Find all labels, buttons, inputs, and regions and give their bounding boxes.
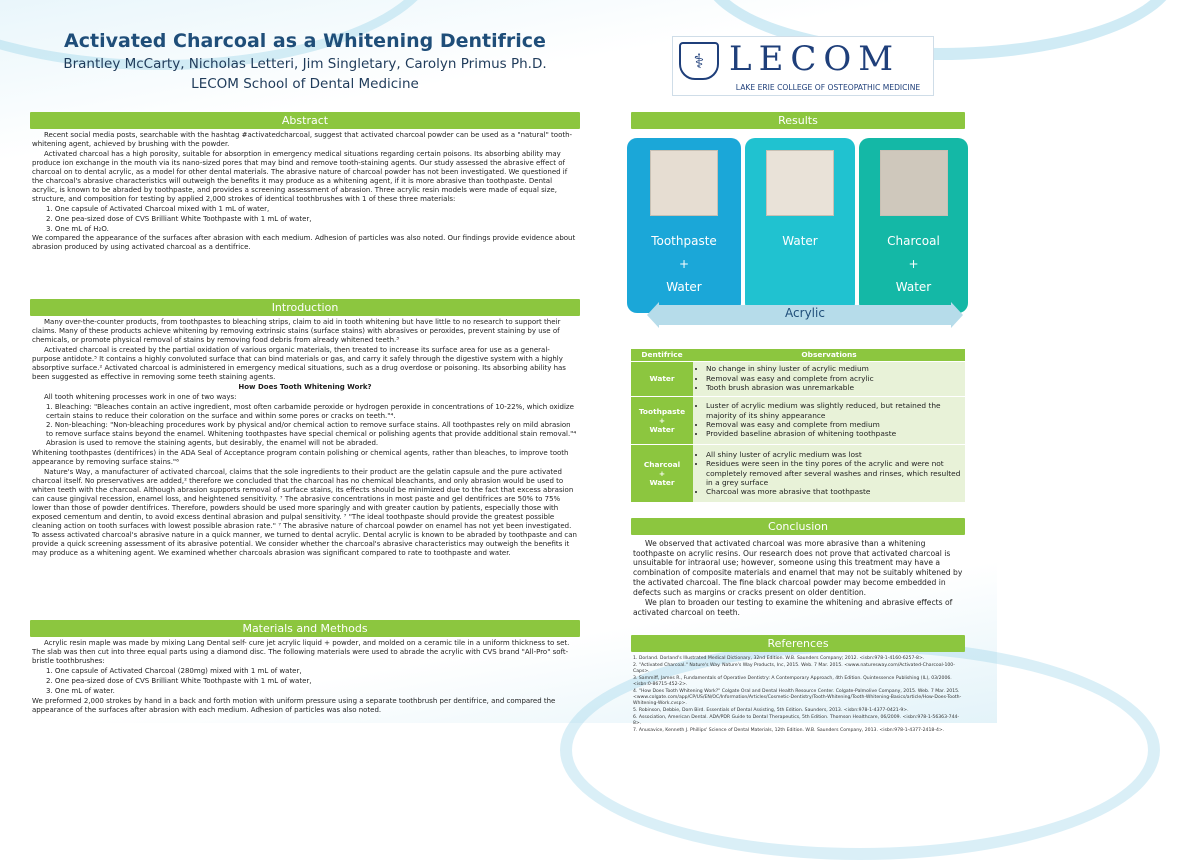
dentifrice-line: Water (649, 477, 675, 487)
dentifrice-line: Water (649, 374, 675, 383)
observation-item: • Residues were seen in the tiny pores of the acrylic and were not completely removed after several washes and rinses, which resulted in a grey surface (706, 459, 962, 487)
reference-item: 1. Dorland. Dorland's Illustrated Medical Dictionary, 32nd Edition. W.B. Saunders Company; 2012. <isbn:978-1-4160-6257-8>. (633, 656, 925, 661)
acrylic-double-arrow (647, 302, 963, 328)
reference-item: 3. Sammiff, James R., Fundamentals of Operative Dentistry: A Contemporary Approach, 4th Edition. Quintessence Publishing (IL), 03/2006. <isbn:0-86715-452-2>. (633, 675, 952, 687)
reference-item: 7. Anusavice, Kenneth J. Phillips' Science of Dental Materials, 12th Edition. W.B. Saunders Company, 2013. <isbn:978-1-4377-2418-4>. (633, 727, 945, 733)
table-header-dentifrice: Dentifrice (631, 349, 693, 361)
observation-item: • All shiny luster of acrylic medium was lost (706, 450, 962, 459)
table-cell-dentifrice (631, 396, 693, 444)
panel-charcoal-water (859, 138, 968, 313)
conclusion-body (633, 539, 965, 629)
panel-label (627, 230, 741, 299)
reference-item: 4. "How Does Tooth Whitening Work?" Colgate Oral and Dental Health Resource Center. Colgate-Palmolive Company, 2015. Web. 7 Mar. 2015. <www.colgate.com/app/CP/US/EN/OC/Information/Articles/Cosmetic-Dentistry/Tooth-Whitening/Tooth-Whitening-Basics/article/How-Does-Tooth-Whitening-Work.cvsp>. (633, 688, 962, 706)
logo-wordmark: LECOM (729, 39, 901, 79)
table-row (631, 444, 965, 502)
panel-label-line: + (678, 257, 690, 271)
acrylic-sample-image (766, 150, 834, 216)
table-header-observations: Observations (693, 349, 965, 361)
observation-item: • Removal was easy and complete from acrylic (706, 374, 962, 383)
methods-paragraph: Acrylic resin maple was made by mixing Lang Dental self- cure jet acrylic liquid + powder, and molded on a ceramic tile in a uniform thickness to set. The slab was then cut into three equal parts using a diamond disc. The following materials were used to abrade the acrylic with CVS brand "All-Pro" soft-bristle toothbrushes: (32, 639, 570, 665)
observation-item: • Luster of acrylic medium was slightly reduced, but retained the majority of its shiny appearance (706, 401, 962, 420)
methods-list-item: 1. One capsule of Activated Charcoal (280mg) mixed with 1 mL of water, (46, 666, 302, 675)
abstract-heading: Abstract (30, 112, 580, 129)
conclusion-paragraph: We plan to broaden our testing to examine the whitening and abrasive effects of activated charcoal on teeth. (633, 598, 953, 618)
table-cell-observations (693, 396, 965, 444)
table-cell-dentifrice (631, 361, 693, 396)
abstract-list-item: 1. One capsule of Activated Charcoal mixed with 1 mL of water, (46, 204, 270, 213)
table-cell-observations (693, 444, 965, 502)
methods-body (32, 639, 578, 723)
results-panels (627, 138, 968, 313)
poster-school: LECOM School of Dental Medicine (191, 76, 419, 92)
table-cell-dentifrice (631, 444, 693, 502)
panel-label (745, 230, 855, 253)
observation-item: • Charcoal was more abrasive that toothpaste (706, 487, 962, 496)
observation-item: • Removal was easy and complete from medium (706, 420, 962, 429)
intro-paragraph: All tooth whitening processes work in one of two ways: (44, 392, 237, 401)
introduction-body (32, 318, 578, 614)
introduction-heading: Introduction (30, 299, 580, 316)
acrylic-sample-image (650, 150, 718, 216)
abstract-list-item: 3. One mL of H₂O. (46, 224, 109, 233)
arrow-label: Acrylic (785, 306, 825, 320)
abstract-paragraph: We compared the appearance of the surfaces after abrasion with each medium. Adhesion of particles was also noted. Our findings provide evidence about abrasion produced by using activated charcoal as a dentifrice. (32, 234, 576, 252)
panel-toothpaste-water (627, 138, 741, 313)
references-heading: References (631, 635, 965, 652)
dentifrice-line: Charcoal (643, 459, 681, 469)
intro-paragraph: Whitening toothpastes (dentifrices) in the ADA Seal of Acceptance program contain polishing or chemical agents, rather than bleaches, to improve tooth appearance by removing surface stains."⁶ (32, 449, 569, 467)
methods-list-item: 3. One mL of water. (46, 686, 115, 695)
methods-heading: Materials and Methods (30, 620, 580, 637)
observation-item: • Tooth brush abrasion was unremarkable (706, 383, 962, 392)
intro-list-item: 2. Non-bleaching: "Non-bleaching procedures work by physical and/or chemical action to remove surface stains. All toothpastes rely on mild abrasion to remove surface stains beyond the enamel. Whitening toothpastes have special chemical or polishing agents that provide additional stain removal."⁴ Abrasion is used to remove the staining agents, but desirably, the enamel will not be abraded. (46, 421, 577, 448)
intro-paragraph: Activated charcoal is created by the partial oxidation of various organic materials, then treated to increase its surface area for use as a general-purpose antidote.⁵ It contains a highly convoluted surface that can bind materials or gas, and carry it safely through the digestive system with a highly absorptive surface.² Activated charcoal is administered in emergency medical situations, such as a drug overdose or poisoning. Its absorbing ability has been suggested as effective in removing some teeth staining agents. (32, 345, 566, 381)
intro-paragraph: Many over-the-counter products, from toothpastes to bleaching strips, claim to aid in tooth whitening but have little to no research to support their claims. Many of these products achieve whitening by removing extrinsic stains (surface stains) with abrasives or peroxides, prevent staining by use of chemicals, or promote physical removal of stains by removing food debris from already whitened teeth.³ (32, 318, 561, 344)
conclusion-paragraph: We observed that activated charcoal was more abrasive than a whitening toothpaste on acrylic resins. Our research does not prove that activated charcoal is unsuitable for intraoral use; however, someone using this treatment may have a combination of composite materials and enamel that may not be suitably whitened by the activated charcoal. The fine black charcoal powder may become embedded in defects such as margins or cracks present on older dentition. (633, 539, 963, 597)
intro-list-item: 1. Bleaching: "Bleaches contain an active ingredient, most often carbamide peroxide or hydrogen peroxide in concentrations of 10-22%, which oxidize certain stains to reduce their coloration on the surface and within some pores or cracks on teeth."⁴. (46, 402, 574, 420)
abstract-body (32, 131, 578, 293)
panel-label (859, 230, 968, 299)
table-header-row (631, 349, 965, 361)
dentifrice-line: + (658, 468, 666, 478)
dentifrice-line: + (658, 415, 666, 425)
panel-label-line: + (908, 257, 919, 271)
table-cell-observations (693, 361, 965, 396)
poster-title: Activated Charcoal as a Whitening Dentifrice (64, 30, 546, 52)
reference-item: 2. "Activated Charcoal." Nature's Way. Nature's Way Products, Inc, 2015. Web. 7 Mar. 2015. <www.naturesway.com/Activated-Charcoal-100-Caps>. (633, 662, 955, 674)
caduceus-emblem-icon: ⚕ (679, 42, 719, 80)
reference-item: 6. Association, American Dental. ADA/PDR Guide to Dental Therapeutics, 5th Edition. Thomson Healthcare, 06/2009. <isbn:978-1-56363-744-8>. (633, 714, 960, 726)
observations-table (631, 349, 965, 502)
panel-label-line: Charcoal (887, 234, 940, 248)
abstract-list-item: 2. One pea-sized dose of CVS Brilliant White Toothpaste with 1 mL of water, (46, 214, 312, 223)
dentifrice-line: Toothpaste (638, 406, 686, 416)
references-body (633, 656, 965, 733)
table-row (631, 396, 965, 444)
acrylic-sample-image (880, 150, 948, 216)
observation-item: • Provided baseline abrasion of whitening toothpaste (706, 429, 962, 438)
methods-list-item: 2. One pea-sized dose of CVS Brilliant White Toothpaste with 1 mL of water, (46, 676, 312, 685)
lecom-logo (672, 36, 934, 96)
panel-water (745, 138, 855, 313)
intro-subheading: How Does Tooth Whitening Work? (238, 382, 372, 391)
conclusion-heading: Conclusion (631, 518, 965, 535)
abstract-paragraph: Activated charcoal has a high porosity, suitable for absorption in emergency medical situations regarding certain poisons. Its absorbing ability may produce ion exchange in the mouth via its nano-sized pores that may bind and remove tooth-staining agents. Our study assessed the abrasive effect of charcoal on to dental acrylic, as a model for other dental materials. The abrasive nature of charcoal powder has not been investigated. We questioned if the charcoal's abrasive characteristics will outweigh the benefits it may produce as a whitening agent, if it is more abrasive than toothpaste. Dental acrylic, is known to be abraded by toothpaste, and provides a screening assessment of abrasion. Three acrylic resin models were made of equal size, structure, and composition for testing by applied 2,000 strokes of identical toothbrushes with 1 of these three materials: (32, 149, 568, 203)
panel-label-line: Water (895, 280, 932, 294)
panel-label-line: Toothpaste (651, 234, 717, 248)
logo-subtitle: LAKE ERIE COLLEGE OF OSTEOPATHIC MEDICINE (735, 83, 921, 92)
panel-label-line: Water (782, 234, 818, 248)
dentifrice-line: Water (649, 424, 675, 434)
poster-authors: Brantley McCarty, Nicholas Letteri, Jim Singletary, Carolyn Primus Ph.D. (63, 56, 547, 72)
intro-paragraph: Nature's Way, a manufacturer of activated charcoal, claims that the sole ingredients to their product are the gelatin capsule and the pure activated charcoal itself. No preservatives are added,² therefore we concluded that the charcoal has no chemical bleachants, and only abrasion would be used to whiten teeth with the charcoal. Although abrasion supports removal of surface stains, its effects should be minimized due to the fact that excess abrasion can cause gingival recession, enamel loss, and heightened sensitivity. ⁷ The abrasive concentrations in most paste and gel dentifrices are 50% to 75% lower than those of powder dentifrices. Therefore, powders should be used more sparingly and with greater caution by patients, especially those with exposed cementum and dentin, to avoid excess dentinal abrasion and pulpal sensitivity. ⁷ "The ideal toothpaste should provide the greatest possible cleaning action on tooth surfaces with lowest possible abrasion rate." ⁷ The abrasive nature of charcoal powder on enamel has not yet been investigated. To assess activated charcoal's abrasive nature in a quick manner, we turned to dental acrylic. Dental acrylic is known to be abraded by toothpaste and can provide a quick screening assessment of its abrasive potential. We consider whether the charcoal's abrasive characteristics may outweigh the benefits it may produce as a whitening agent. We examined whether charcoals abrasion was significant compared to rate to toothpaste and water. (32, 468, 577, 557)
methods-paragraph: We preformed 2,000 strokes by hand in a back and forth motion with uniform pressure using a separate toothbrush per dentifrice, and compared the appearance of the surfaces after abrasion with each medium. Adhesion of particles was also noted. (32, 696, 556, 714)
reference-item: 5. Robinson, Debbie, Dom Bird. Essentials of Dental Assisting, 5th Edition. Saunders, 2013. <isbn:978-1-4377-0421-9>. (633, 707, 909, 713)
results-heading: Results (631, 112, 965, 129)
table-row (631, 361, 965, 396)
panel-label-line: Water (666, 280, 702, 294)
observation-item: • No change in shiny luster of acrylic medium (706, 364, 962, 373)
abstract-paragraph: Recent social media posts, searchable with the hashtag #activatedcharcoal, suggest that activated charcoal powder can be used as a "natural" tooth-whitening agent, achieved by brushing with the powder. (32, 131, 573, 148)
